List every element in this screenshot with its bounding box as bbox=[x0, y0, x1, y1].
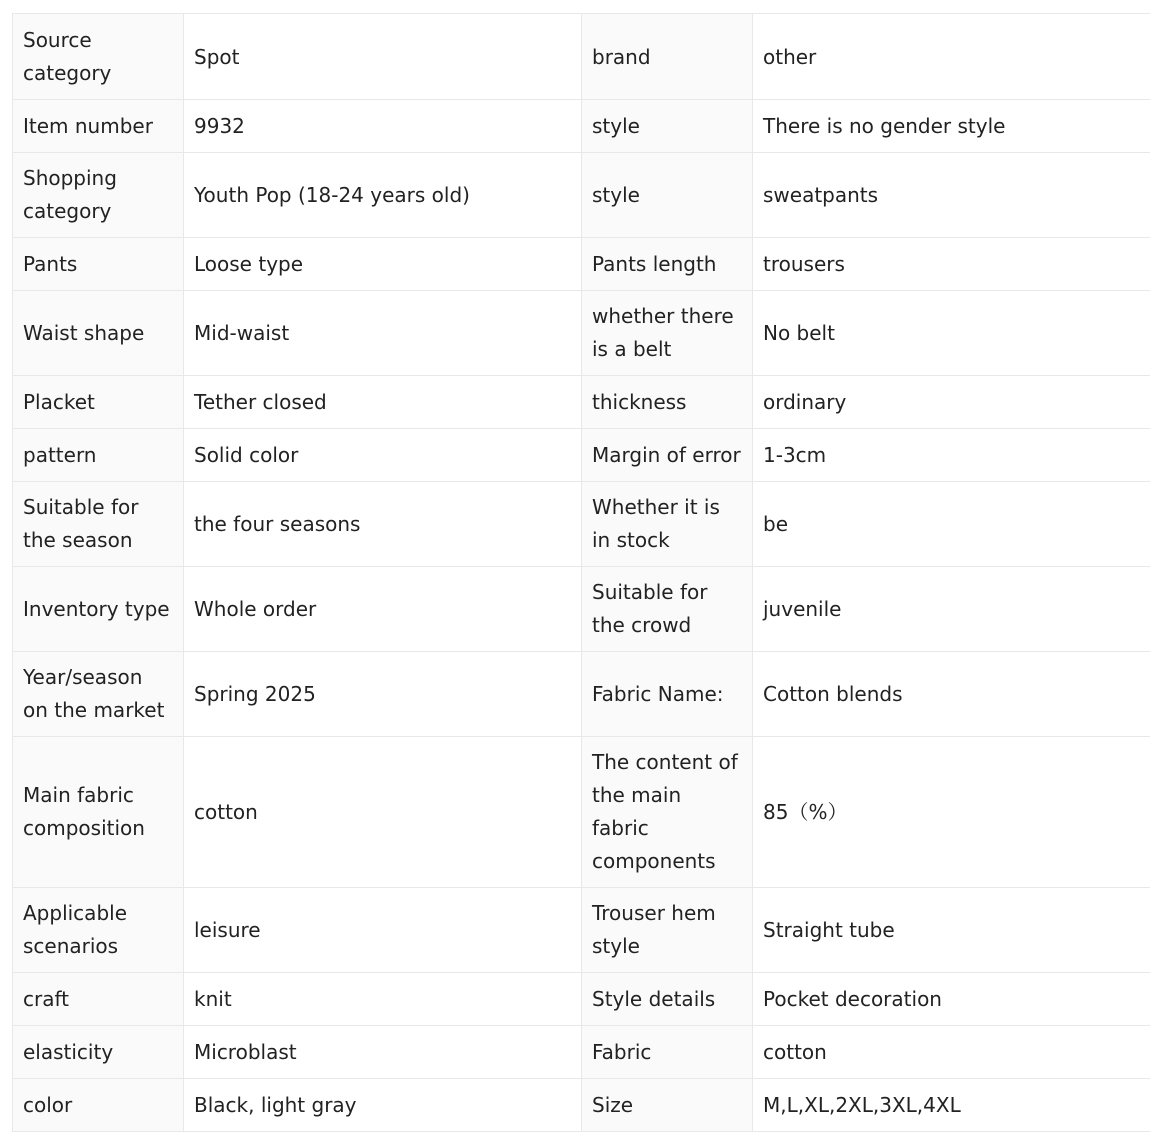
attribute-label: Fabric bbox=[582, 1026, 753, 1079]
attribute-label: Size bbox=[582, 1079, 753, 1132]
attribute-value: No belt bbox=[753, 291, 1150, 376]
attribute-value: other bbox=[753, 14, 1150, 100]
attribute-label: craft bbox=[13, 973, 184, 1026]
table-row bbox=[13, 238, 1150, 291]
attribute-label: style bbox=[582, 153, 753, 238]
attribute-value: Cotton blends bbox=[753, 652, 1150, 737]
attribute-value: knit bbox=[184, 973, 582, 1026]
attribute-value: Straight tube bbox=[753, 888, 1150, 973]
attributes-table-body bbox=[13, 14, 1150, 1132]
attribute-label: style bbox=[582, 100, 753, 153]
attribute-label: Applicable scenarios bbox=[13, 888, 184, 973]
attribute-label: Suitable for the season bbox=[13, 482, 184, 567]
attribute-value: Tether closed bbox=[184, 376, 582, 429]
attribute-value: Youth Pop (18-24 years old) bbox=[184, 153, 582, 238]
table-row bbox=[13, 652, 1150, 737]
attribute-value: Mid-waist bbox=[184, 291, 582, 376]
attribute-label: Shopping category bbox=[13, 153, 184, 238]
attribute-value: 85（%） bbox=[753, 737, 1150, 888]
attribute-label: Margin of error bbox=[582, 429, 753, 482]
attribute-value: leisure bbox=[184, 888, 582, 973]
attribute-label: The content of the main fabric components bbox=[582, 737, 753, 888]
table-row bbox=[13, 737, 1150, 888]
attribute-value: 9932 bbox=[184, 100, 582, 153]
attribute-value: sweatpants bbox=[753, 153, 1150, 238]
attribute-label: Item number bbox=[13, 100, 184, 153]
attribute-label: Whether it is in stock bbox=[582, 482, 753, 567]
attribute-value: be bbox=[753, 482, 1150, 567]
attribute-value: cotton bbox=[184, 737, 582, 888]
attribute-label: Source category bbox=[13, 14, 184, 100]
table-row bbox=[13, 153, 1150, 238]
table-row bbox=[13, 567, 1150, 652]
attribute-label: pattern bbox=[13, 429, 184, 482]
attribute-value: M,L,XL,2XL,3XL,4XL bbox=[753, 1079, 1150, 1132]
table-row bbox=[13, 482, 1150, 567]
table-row bbox=[13, 100, 1150, 153]
attribute-value: Pocket decoration bbox=[753, 973, 1150, 1026]
table-row bbox=[13, 973, 1150, 1026]
attribute-label: Year/season on the market bbox=[13, 652, 184, 737]
table-row bbox=[13, 14, 1150, 100]
table-row bbox=[13, 429, 1150, 482]
attribute-label: elasticity bbox=[13, 1026, 184, 1079]
attribute-value: Spot bbox=[184, 14, 582, 100]
attribute-label: Waist shape bbox=[13, 291, 184, 376]
attribute-value: the four seasons bbox=[184, 482, 582, 567]
attribute-label: Suitable for the crowd bbox=[582, 567, 753, 652]
attribute-value: Loose type bbox=[184, 238, 582, 291]
attribute-value: cotton bbox=[753, 1026, 1150, 1079]
attribute-label: whether there is a belt bbox=[582, 291, 753, 376]
attribute-label: Placket bbox=[13, 376, 184, 429]
attribute-value: Microblast bbox=[184, 1026, 582, 1079]
attribute-label: Pants length bbox=[582, 238, 753, 291]
table-row bbox=[13, 1079, 1150, 1132]
table-row bbox=[13, 376, 1150, 429]
attribute-label: thickness bbox=[582, 376, 753, 429]
attribute-value: trousers bbox=[753, 238, 1150, 291]
attribute-value: There is no gender style bbox=[753, 100, 1150, 153]
attribute-value: 1-3cm bbox=[753, 429, 1150, 482]
attribute-label: Style details bbox=[582, 973, 753, 1026]
table-row bbox=[13, 1026, 1150, 1079]
attribute-value: juvenile bbox=[753, 567, 1150, 652]
attribute-label: Inventory type bbox=[13, 567, 184, 652]
table-row bbox=[13, 291, 1150, 376]
attribute-value: Whole order bbox=[184, 567, 582, 652]
attribute-value: Solid color bbox=[184, 429, 582, 482]
attribute-label: Trouser hem style bbox=[582, 888, 753, 973]
attribute-label: color bbox=[13, 1079, 184, 1132]
attribute-label: brand bbox=[582, 14, 753, 100]
table-row bbox=[13, 888, 1150, 973]
attribute-value: ordinary bbox=[753, 376, 1150, 429]
attribute-label: Fabric Name: bbox=[582, 652, 753, 737]
attribute-value: Black, light gray bbox=[184, 1079, 582, 1132]
attribute-label: Pants bbox=[13, 238, 184, 291]
attribute-value: Spring 2025 bbox=[184, 652, 582, 737]
attribute-label: Main fabric composition bbox=[13, 737, 184, 888]
product-attributes-table bbox=[12, 13, 1150, 1132]
